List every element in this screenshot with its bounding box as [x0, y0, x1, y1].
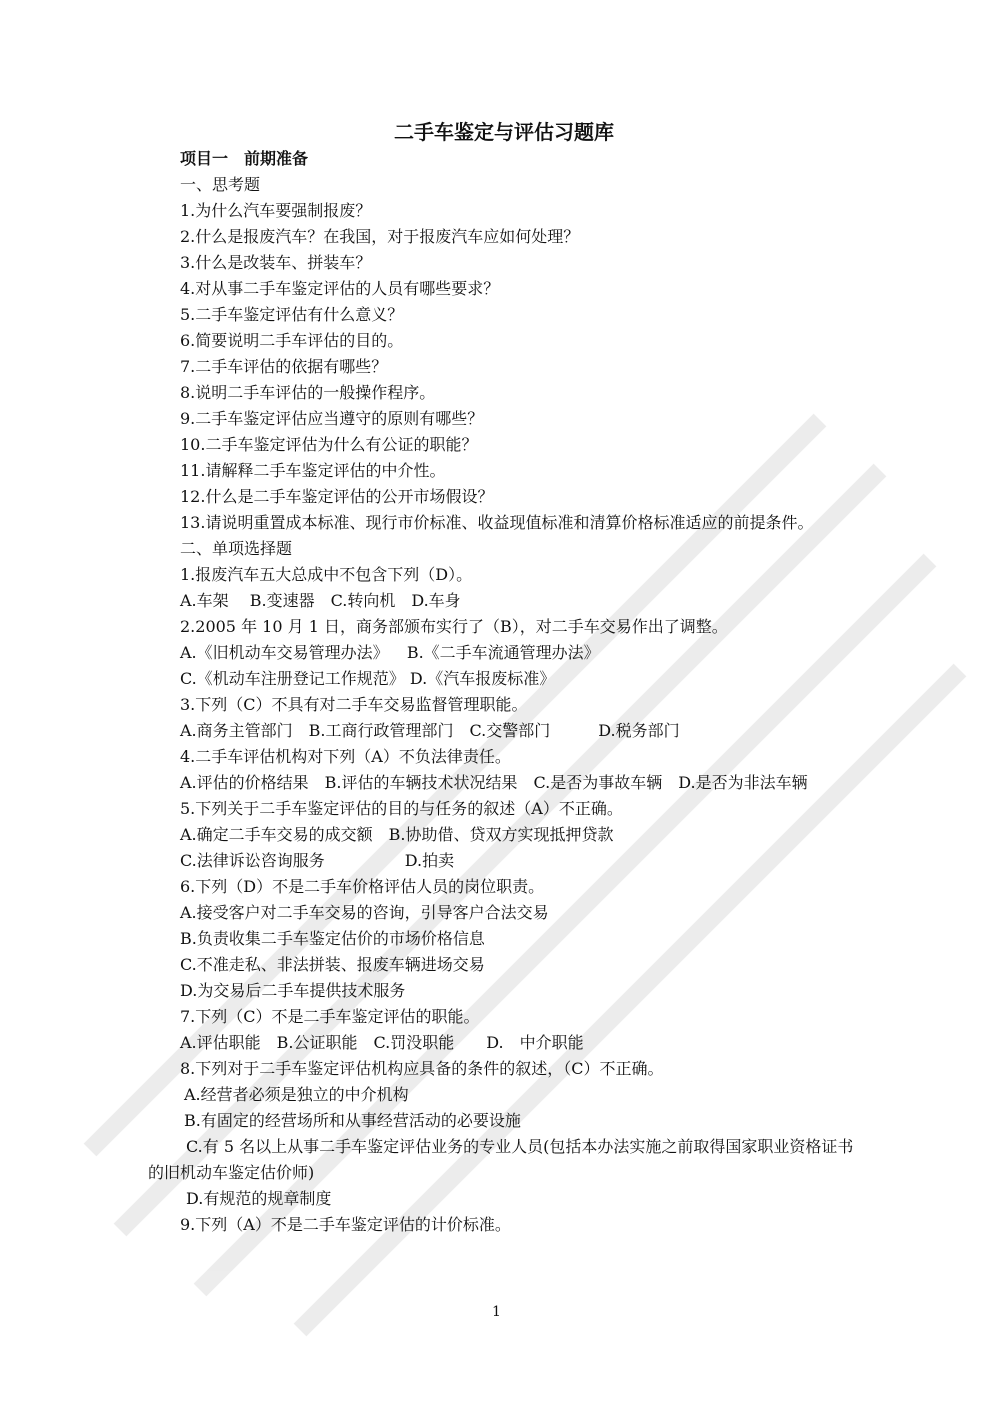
text-line: 3.下列（C）不具有对二手车交易监督管理职能。 [180, 695, 528, 714]
text-line: 10.二手车鉴定评估为什么有公证的职能？ [180, 435, 478, 454]
text-line: A.车架 B.变速器 C.转向机 D.车身 [180, 591, 461, 610]
text-line: 8.下列对于二手车鉴定评估机构应具备的条件的叙述，（C）不正确。 [180, 1059, 664, 1078]
text-line: A.《旧机动车交易管理办法》 B.《二手车流通管理办法》 [180, 643, 600, 662]
text-line: 9.二手车鉴定评估应当遵守的原则有哪些？ [180, 409, 484, 428]
text-line: A.接受客户对二手车交易的咨询，引导客户合法交易 [180, 903, 549, 922]
document-lines [148, 146, 860, 1238]
text-line: 7.二手车评估的依据有哪些？ [180, 357, 388, 376]
text-line: 一、思考题 [180, 175, 261, 194]
text-line: C.有 5 名以上从事二手车鉴定评估业务的专业人员(包括本办法实施之前取得国家职业资格证书的旧机动车鉴定估价师) [148, 1137, 854, 1182]
text-line: 5.下列关于二手车鉴定评估的目的与任务的叙述（A）不正确。 [180, 799, 623, 818]
text-line: A.确定二手车交易的成交额 B.协助借、贷双方实现抵押贷款 [180, 825, 614, 844]
text-line: 3.什么是改装车、拼装车？ [180, 253, 372, 272]
text-line: 7.下列（C）不是二手车鉴定评估的职能。 [180, 1007, 480, 1026]
text-line: 11.请解释二手车鉴定评估的中介性。 [180, 461, 446, 480]
text-line: C.《机动车注册登记工作规范》 D.《汽车报废标准》 [180, 669, 556, 688]
text-line: 项目一 前期准备 [180, 149, 309, 168]
text-line: 1.报废汽车五大总成中不包含下列（D）。 [180, 565, 473, 584]
text-line: 9.下列（A）不是二手车鉴定评估的计价标准。 [180, 1215, 511, 1234]
text-line: A.商务主管部门 B.工商行政管理部门 C.交警部门 D.税务部门 [180, 721, 680, 740]
text-line: 8.说明二手车评估的一般操作程序。 [180, 383, 436, 402]
text-line: A.经营者必须是独立的中介机构 [184, 1085, 409, 1104]
text-line: 6.简要说明二手车评估的目的。 [180, 331, 404, 350]
text-line: C.法律诉讼咨询服务 D.拍卖 [180, 851, 455, 870]
text-line: 4.二手车评估机构对下列（A）不负法律责任。 [180, 747, 511, 766]
text-line: 13.请说明重置成本标准、现行市价标准、收益现值标准和清算价格标准适应的前提条件。 [180, 513, 814, 532]
text-line: 5.二手车鉴定评估有什么意义？ [180, 305, 404, 324]
document-content [148, 118, 860, 1238]
document-title: 二手车鉴定与评估习题库 [394, 120, 614, 144]
text-line: 2.什么是报废汽车？在我国，对于报废汽车应如何处理？ [180, 227, 580, 246]
text-line: C.不准走私、非法拼装、报废车辆进场交易 [180, 955, 485, 974]
text-line: B.负责收集二手车鉴定估价的市场价格信息 [180, 929, 485, 948]
text-line: D.为交易后二手车提供技术服务 [180, 981, 406, 1000]
text-line: A.评估职能 B.公证职能 C.罚没职能 D. 中介职能 [180, 1033, 584, 1052]
text-line: D.有规范的规章制度 [186, 1189, 332, 1208]
text-line: 1.为什么汽车要强制报废？ [180, 201, 372, 220]
text-line: 6.下列（D）不是二手车价格评估人员的岗位职责。 [180, 877, 545, 896]
text-line: A.评估的价格结果 B.评估的车辆技术状况结果 C.是否为事故车辆 D.是否为非法车辆 [180, 773, 808, 792]
page-number: 1 [492, 1304, 501, 1320]
text-line: B.有固定的经营场所和从事经营活动的必要设施 [184, 1111, 521, 1130]
text-line: 4.对从事二手车鉴定评估的人员有哪些要求？ [180, 279, 500, 298]
text-line: 12.什么是二手车鉴定评估的公开市场假设？ [180, 487, 494, 506]
text-line: 二、单项选择题 [180, 539, 293, 558]
text-line: 2.2005 年 10 月 1 日，商务部颁布实行了（B），对二手车交易作出了调整。 [180, 617, 728, 636]
